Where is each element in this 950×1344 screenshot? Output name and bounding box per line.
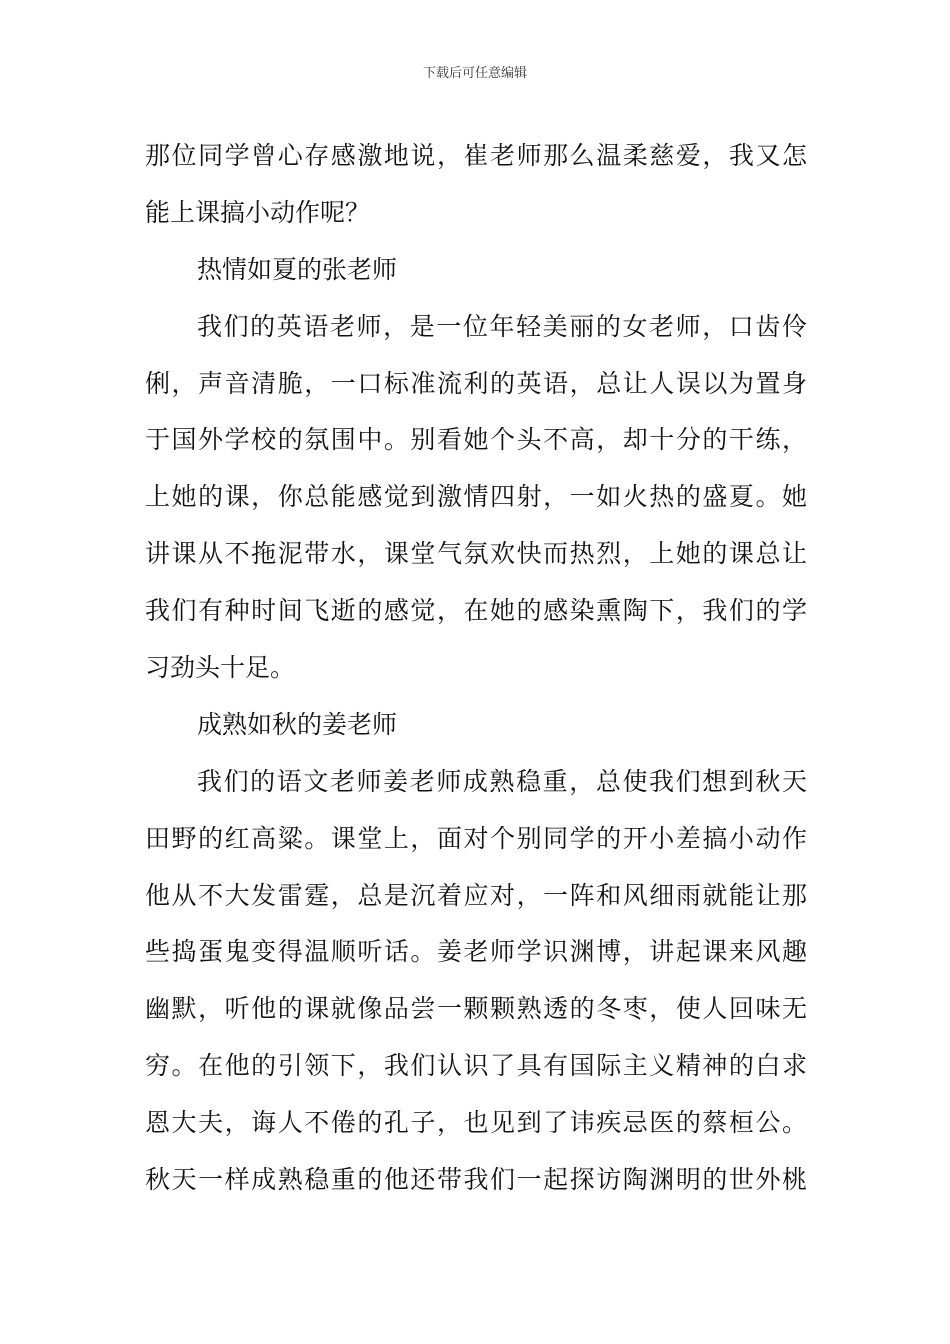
text-line: 我们有种时间飞逝的感觉，在她的感染熏陶下，我们的学 <box>145 596 807 626</box>
text-line: 俐，声音清脆，一口标准流利的英语，总让人误以为置身 <box>145 368 807 398</box>
text-line: 于国外学校的氛围中。别看她个头不高，却十分的干练， <box>145 425 807 455</box>
text-line: 能上课搞小动作呢？ <box>145 197 371 227</box>
text-line: 那位同学曾心存感激地说，崔老师那么温柔慈爱，我又怎 <box>145 141 807 170</box>
text-line: 上她的课，你总能感觉到激情四射，一如火热的盛夏。她 <box>145 482 807 512</box>
text-line: 幽默，听他的课就像品尝一颗颗熟透的冬枣，使人回味无 <box>145 994 807 1024</box>
document-body <box>145 128 807 1209</box>
section-heading: 热情如夏的张老师 <box>197 254 398 284</box>
page-header: 下载后可任意编辑 <box>422 66 527 81</box>
text-line: 田野的红高粱。课堂上，面对个别同学的开小差搞小动作 <box>145 823 807 853</box>
text-line: 他从不大发雷霆，总是沉着应对，一阵和风细雨就能让那 <box>145 880 807 910</box>
text-line: 我们的英语老师，是一位年轻美丽的女老师，口齿伶 <box>197 311 807 341</box>
text-line: 穷。在他的引领下，我们认识了具有国际主义精神的白求 <box>145 1051 807 1081</box>
section-heading: 成熟如秋的姜老师 <box>197 709 398 739</box>
text-line: 讲课从不拖泥带水，课堂气氛欢快而热烈，上她的课总让 <box>145 539 807 569</box>
text-line: 恩大夫，诲人不倦的孔子，也见到了讳疾忌医的蔡桓公。 <box>145 1108 807 1138</box>
text-line: 秋天一样成熟稳重的他还带我们一起探访陶渊明的世外桃 <box>145 1165 807 1195</box>
text-line: 些捣蛋鬼变得温顺听话。姜老师学识渊博，讲起课来风趣 <box>145 937 807 967</box>
text-line: 我们的语文老师姜老师成熟稳重，总使我们想到秋天 <box>197 766 807 796</box>
text-line: 习劲头十足。 <box>145 653 296 683</box>
